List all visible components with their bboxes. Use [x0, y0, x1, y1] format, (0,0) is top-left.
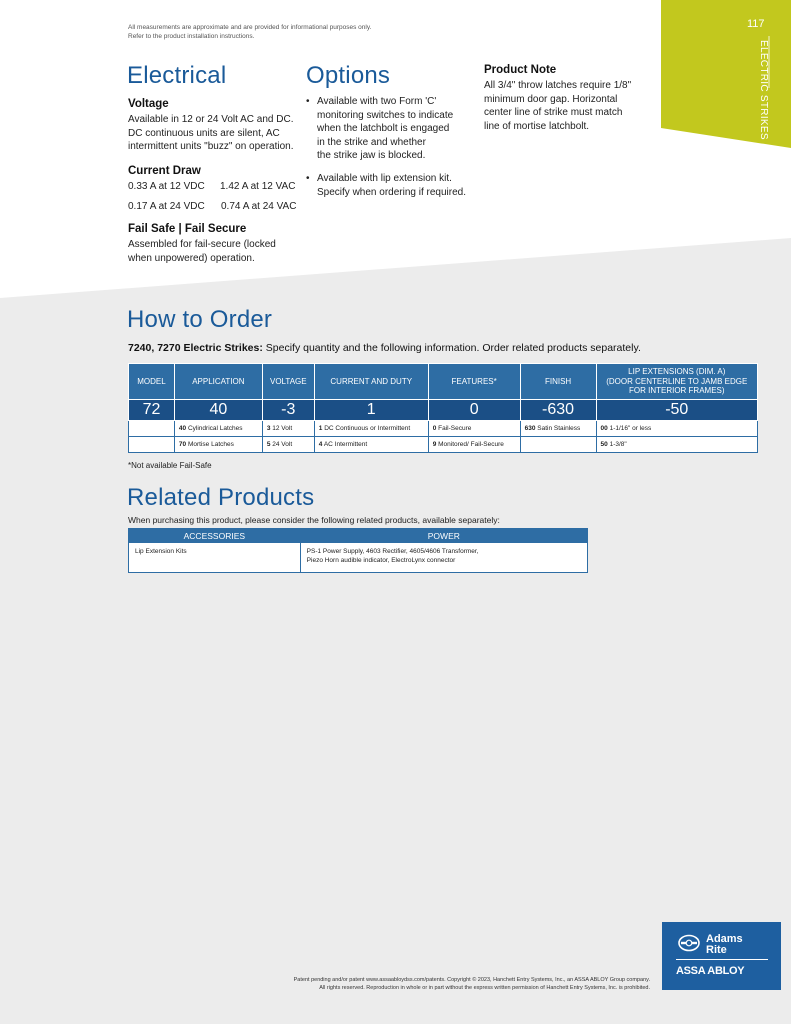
- table-row: [129, 543, 588, 573]
- power-cell: PS-1 Power Supply, 4603 Rectifier, 4605/4606 Transformer, Piezo Horn audible indicator, ElectroLynx connector: [300, 543, 587, 573]
- order-header: FEATURES*: [428, 364, 520, 400]
- how-to-order-title: How to Order: [127, 306, 273, 333]
- table-row: [129, 421, 758, 437]
- example-code: 72: [129, 400, 175, 421]
- order-footnote: *Not available Fail-Safe: [128, 461, 212, 470]
- option-cell: 9 Monitored/ Fail-Secure: [428, 437, 520, 453]
- voltage-text: Available in 12 or 24 Volt AC and DC. DC continuous units are silent, AC intermittent units "buzz" on operation.: [128, 114, 294, 152]
- order-header: FINISH: [520, 364, 596, 400]
- disclaimer-line: Refer to the product installation instructions.: [128, 33, 255, 40]
- related-header: ACCESSORIES: [129, 529, 301, 543]
- section-tab: [661, 0, 791, 150]
- option-cell: 50 1-3/8": [596, 437, 757, 453]
- option-cell: 70 Mortise Latches: [174, 437, 262, 453]
- current-draw-row: 0.33 A at 12 VDC 1.42 A at 12 VAC: [128, 181, 296, 192]
- order-intro: 7240, 7270 Electric Strikes: Specify quantity and the following information. Order related products separately.: [128, 342, 641, 354]
- example-code: -630: [520, 400, 596, 421]
- voltage-heading: Voltage: [128, 98, 169, 110]
- order-header: MODEL: [129, 364, 175, 400]
- page-number: 117: [747, 18, 765, 30]
- options-title: Options: [306, 62, 391, 89]
- order-header: VOLTAGE: [262, 364, 314, 400]
- disclaimer: [128, 23, 371, 41]
- option-cell: 5 24 Volt: [262, 437, 314, 453]
- example-code: 40: [174, 400, 262, 421]
- options-bullet: • Available with two Form 'C' monitoring switches to indicate when the latchbolt is engaged in the strike and whether the strike jaw is blocked.: [306, 96, 454, 161]
- option-cell: 630 Satin Stainless: [520, 421, 596, 437]
- option-cell: 40 Cylindrical Latches: [174, 421, 262, 437]
- related-products-subtitle: When purchasing this product, please consider the following related products, available separately:: [128, 515, 500, 525]
- example-code: -50: [596, 400, 757, 421]
- legal-footer: Patent pending and/or patent www.assaabloydss.com/patents. Copyright © 2023, Hanchett Entry Systems, Inc., an ASSA ABLOY Group company. All rights reserved. Reproduction in whole or in part without the express written permission of Hanchett Entry Systems, Inc. is prohibited.: [293, 977, 650, 991]
- current-draw-row: 0.17 A at 24 VDC 0.74 A at 24 VAC: [128, 201, 297, 212]
- option-cell: [129, 437, 175, 453]
- table-row: [129, 437, 758, 453]
- option-cell: 0 Fail-Secure: [428, 421, 520, 437]
- option-cell: 1 DC Continuous or Intermittent: [314, 421, 428, 437]
- option-cell: 4 AC Intermittent: [314, 437, 428, 453]
- order-header-row: [129, 364, 758, 400]
- failsafe-text: Assembled for fail-secure (locked when unpowered) operation.: [128, 239, 276, 264]
- options-bullet: • Available with lip extension kit. Specify when ordering if required.: [306, 173, 466, 198]
- option-cell: 3 12 Volt: [262, 421, 314, 437]
- related-products-title: Related Products: [127, 484, 315, 511]
- order-example-row: [129, 400, 758, 421]
- parent-brand: ASSA ABLOY: [676, 965, 745, 977]
- tab-label: ELECTRIC STRIKES: [758, 40, 769, 140]
- related-products-table: [128, 528, 588, 573]
- adams-rite-logo: [662, 922, 781, 990]
- example-code: 0: [428, 400, 520, 421]
- order-header: LIP EXTENSIONS (DIM. A) (DOOR CENTERLINE TO JAMB EDGE FOR INTERIOR FRAMES): [596, 364, 757, 400]
- brand-name: Adams Rite: [706, 933, 743, 956]
- order-header: CURRENT AND DUTY: [314, 364, 428, 400]
- electrical-title: Electrical: [127, 62, 227, 89]
- adams-rite-emblem-icon: [678, 934, 700, 952]
- accessories-cell: Lip Extension Kits: [129, 543, 301, 573]
- option-cell: 00 1-1/16" or less: [596, 421, 757, 437]
- order-table: [128, 363, 758, 453]
- failsafe-heading: Fail Safe | Fail Secure: [128, 223, 247, 235]
- current-draw-heading: Current Draw: [128, 165, 201, 177]
- order-header: APPLICATION: [174, 364, 262, 400]
- product-note-text: All 3/4" throw latches require 1/8" minimum door gap. Horizontal center line of strike must match line of mortise latchbolt.: [484, 80, 632, 132]
- example-code: 1: [314, 400, 428, 421]
- example-code: -3: [262, 400, 314, 421]
- product-note-heading: Product Note: [484, 64, 557, 76]
- logo-divider: [676, 959, 768, 960]
- disclaimer-line: All measurements are approximate and are provided for informational purposes only.: [128, 24, 372, 31]
- related-header-row: [129, 529, 588, 543]
- option-cell: [129, 421, 175, 437]
- related-header: POWER: [300, 529, 587, 543]
- option-cell: [520, 437, 596, 453]
